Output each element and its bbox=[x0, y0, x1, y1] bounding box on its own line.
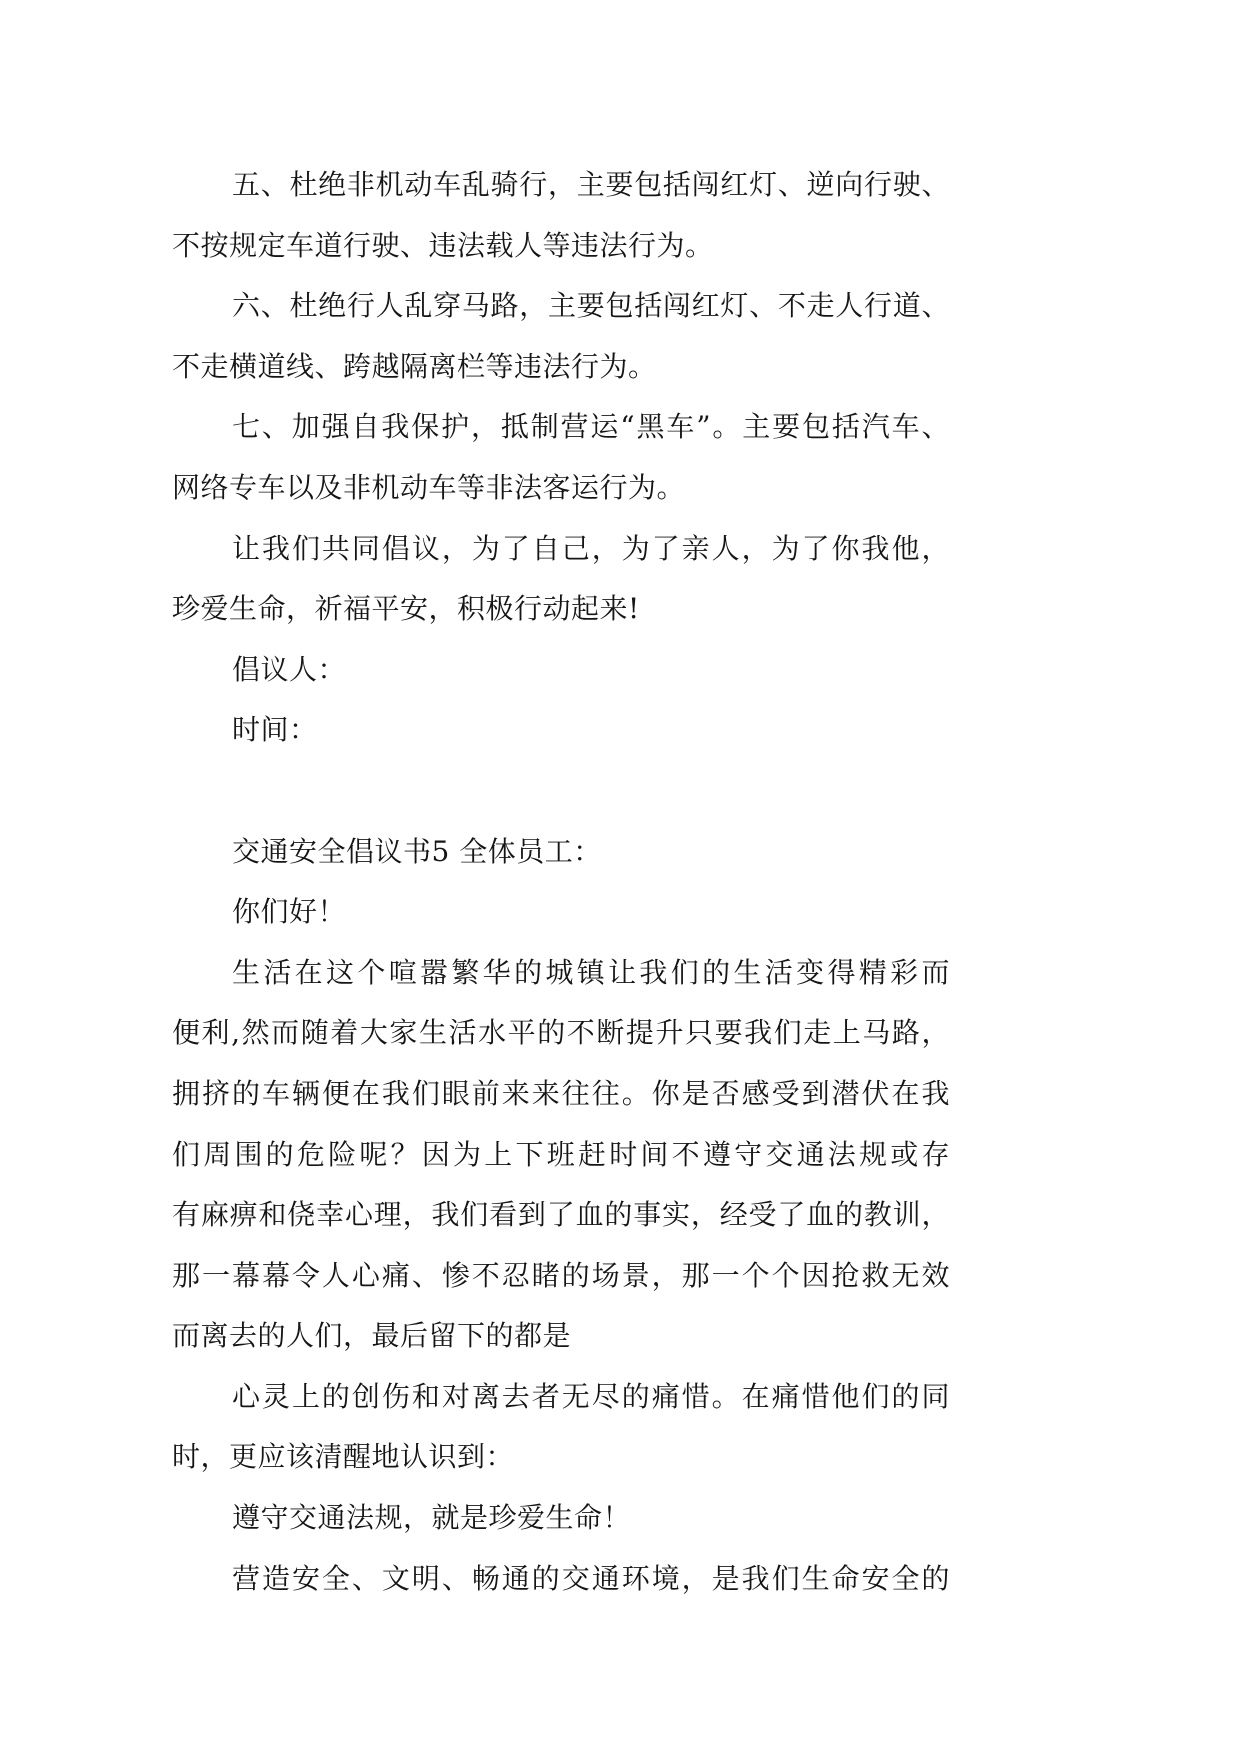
text-line: 让我们共同倡议，为了自己，为了亲人，为了你我他， bbox=[232, 531, 950, 565]
text-line: 拥挤的车辆便在我们眼前来来往往。你是否感受到潜伏在我 bbox=[172, 1076, 950, 1110]
text-line: 有麻痹和侥幸心理，我们看到了血的事实，经受了血的教训， bbox=[172, 1198, 950, 1232]
text-line: 时，更应该清醒地认识到： bbox=[172, 1440, 515, 1474]
section-heading: 交通安全倡议书5 全体员工： bbox=[232, 834, 602, 868]
greeting: 你们好！ bbox=[232, 895, 347, 929]
text-line: 七、加强自我保护，抵制营运“黑车”。主要包括汽车、 bbox=[232, 410, 950, 444]
text-line: 遵守交通法规，就是珍爱生命！ bbox=[232, 1501, 632, 1535]
time-label: 时间： bbox=[232, 713, 318, 747]
text-line: 而离去的人们，最后留下的都是 bbox=[172, 1319, 572, 1353]
proposer-label: 倡议人： bbox=[232, 652, 347, 686]
text-line: 便利,然而随着大家生活水平的不断提升只要我们走上马路， bbox=[172, 1016, 950, 1050]
text-line: 那一幕幕令人心痛、惨不忍睹的场景，那一个个因抢救无效 bbox=[172, 1258, 950, 1292]
text-line: 们周围的危险呢？因为上下班赶时间不遵守交通法规或存 bbox=[172, 1137, 950, 1171]
text-line: 五、杜绝非机动车乱骑行，主要包括闯红灯、逆向行驶、 bbox=[232, 168, 950, 201]
text-line: 不按规定车道行驶、违法载人等违法行为。 bbox=[172, 228, 714, 262]
text-line: 心灵上的创伤和对离去者无尽的痛惜。在痛惜他们的同 bbox=[232, 1379, 950, 1413]
text-line: 珍爱生命，祈福平安，积极行动起来! bbox=[172, 592, 640, 626]
document-body bbox=[172, 155, 950, 1609]
text-line: 生活在这个喧嚣繁华的城镇让我们的生活变得精彩而 bbox=[232, 955, 950, 989]
blank-line bbox=[172, 761, 950, 822]
text-line: 营造安全、文明、畅通的交通环境，是我们生命安全的 bbox=[232, 1561, 950, 1595]
text-line: 网络专车以及非机动车等非法客运行为。 bbox=[172, 470, 686, 504]
text-line: 六、杜绝行人乱穿马路，主要包括闯红灯、不走人行道、 bbox=[232, 289, 950, 323]
text-line: 不走横道线、跨越隔离栏等违法行为。 bbox=[172, 349, 657, 383]
